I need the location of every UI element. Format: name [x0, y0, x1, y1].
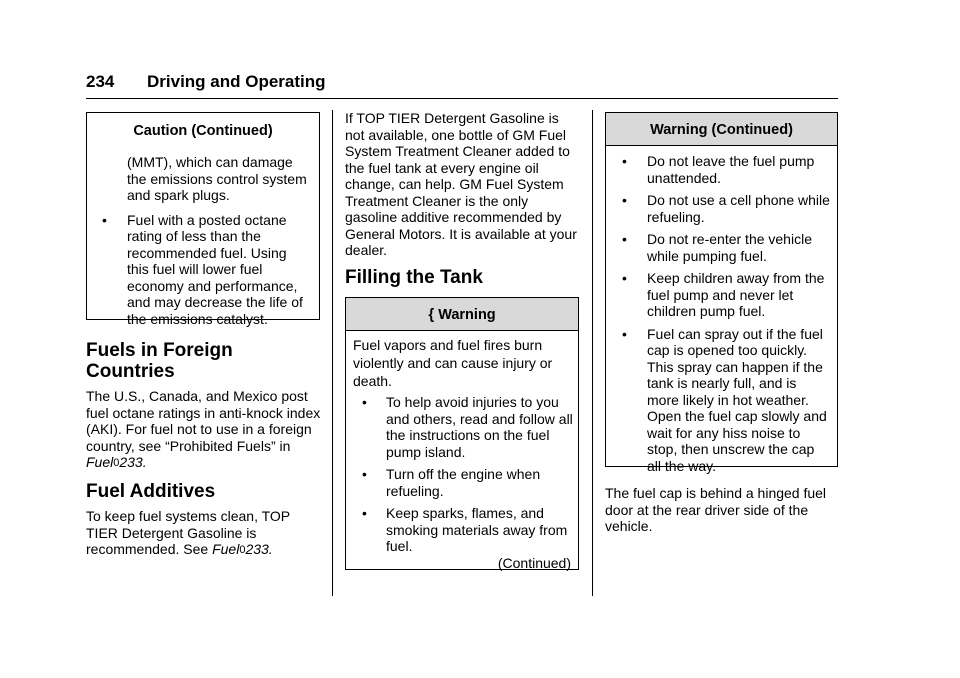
foreign-text: The U.S., Canada, and Mexico post fuel octane ratings in anti-knock index (AKI). For fuel not to use in a foreign country, see “Prohibited Fuels” in	[86, 388, 321, 454]
fuel-link[interactable]: Fuel	[86, 454, 114, 470]
filling-heading: Filling the Tank	[345, 267, 483, 288]
bullet-dot: •	[622, 192, 627, 208]
warning-bullet	[362, 466, 574, 499]
warning-box	[345, 297, 579, 570]
warning-bullet-text: Do not use a cell phone while refueling.	[647, 192, 830, 225]
warning-bullet-text: To help avoid injuries to you and others, read and follow all the instructions on the fuel pump island.	[386, 394, 573, 460]
warning-icon: {	[428, 306, 435, 323]
additives-paragraph	[86, 508, 322, 559]
caution-title: Caution (Continued)	[133, 123, 273, 139]
additives-text: To keep fuel systems clean, TOP TIER Detergent Gasoline is recommended. See	[86, 508, 290, 557]
bullet-dot: •	[362, 505, 367, 521]
warning-bullet-text: Fuel can spray out if the fuel cap is opened too quickly. This spray can happen if the tank is nearly full, and is more likely in hot weather. Open the fuel cap slowly and wait for any hiss noise to stop, then unscrew the cap all the way.	[647, 325, 827, 474]
warning-bullet	[622, 270, 830, 320]
caution-continuation: (MMT), which can damage the emissions control system and spark plugs.	[127, 154, 307, 203]
warning-bullet-text: Do not re-enter the vehicle while pumping fuel.	[647, 231, 812, 264]
warning-header	[346, 298, 578, 331]
warning-bullet	[622, 192, 830, 225]
foreign-heading-line1: Fuels in Foreign	[86, 340, 233, 361]
warning-bullet	[362, 394, 574, 460]
caution-box	[86, 112, 320, 327]
warning-bullet	[622, 153, 830, 186]
bullet-dot: •	[622, 153, 627, 169]
warning-bullet	[622, 231, 830, 264]
column-divider-right	[592, 110, 593, 596]
warning-continued-title: Warning (Continued)	[606, 113, 837, 146]
fuel-cap-paragraph: The fuel cap is behind a hinged fuel door at the rear driver side of the vehicle.	[605, 485, 827, 534]
warning-bullet	[362, 505, 574, 555]
additives-heading: Fuel Additives	[86, 481, 216, 502]
warning-bullet-text: Keep children away from the fuel pump and never let children pump fuel.	[647, 270, 825, 319]
ref-arrow-icon: 0	[239, 544, 246, 556]
bullet-dot: •	[362, 394, 367, 410]
warning-bullet	[622, 326, 830, 475]
warning-bullet-text: Turn off the engine when refueling.	[386, 466, 541, 499]
page-ref[interactable]: 233.	[119, 454, 147, 470]
top-tier-paragraph: If TOP TIER Detergent Gasoline is not available, one bottle of GM Fuel System Treatment Cleaner added to the fuel tank at every engine oil change, can help. GM Fuel System Treatment Cleaner is the only gasoline additive recommended by General Motors. It is available at your dealer.	[345, 110, 577, 258]
warning-intro: Fuel vapors and fuel fires burn violently and can cause injury or death.	[353, 337, 553, 389]
header-rule	[86, 98, 838, 99]
page-number: 234	[86, 72, 115, 91]
bullet-dot: •	[622, 270, 627, 286]
warning-continued-box	[605, 112, 838, 474]
section-title: Driving and Operating	[147, 72, 326, 91]
warning-bullet-text: Keep sparks, flames, and smoking materials away from fuel.	[386, 505, 568, 554]
foreign-heading	[86, 340, 233, 382]
foreign-paragraph	[86, 388, 322, 472]
page-ref[interactable]: 233.	[245, 541, 273, 557]
bullet-dot: •	[622, 231, 627, 247]
bullet-dot: •	[622, 325, 627, 342]
bullet-dot: •	[102, 211, 107, 228]
bullet-dot: •	[362, 466, 367, 482]
caution-bullet	[102, 212, 312, 328]
ref-arrow-icon: 0	[113, 457, 120, 469]
fuel-link[interactable]: Fuel	[212, 541, 240, 557]
column-divider-left	[332, 110, 333, 596]
foreign-heading-line2: Countries	[86, 361, 175, 382]
caution-bullet-text: Fuel with a posted octane rating of less than the recommended fuel. Using this fuel will lower fuel economy and performance, and may decrease the life of the emissions catalyst.	[127, 211, 303, 327]
warning-bullet-text: Do not leave the fuel pump unattended.	[647, 153, 815, 186]
warning-title: Warning	[438, 307, 496, 323]
continued-label: (Continued)	[497, 554, 571, 571]
